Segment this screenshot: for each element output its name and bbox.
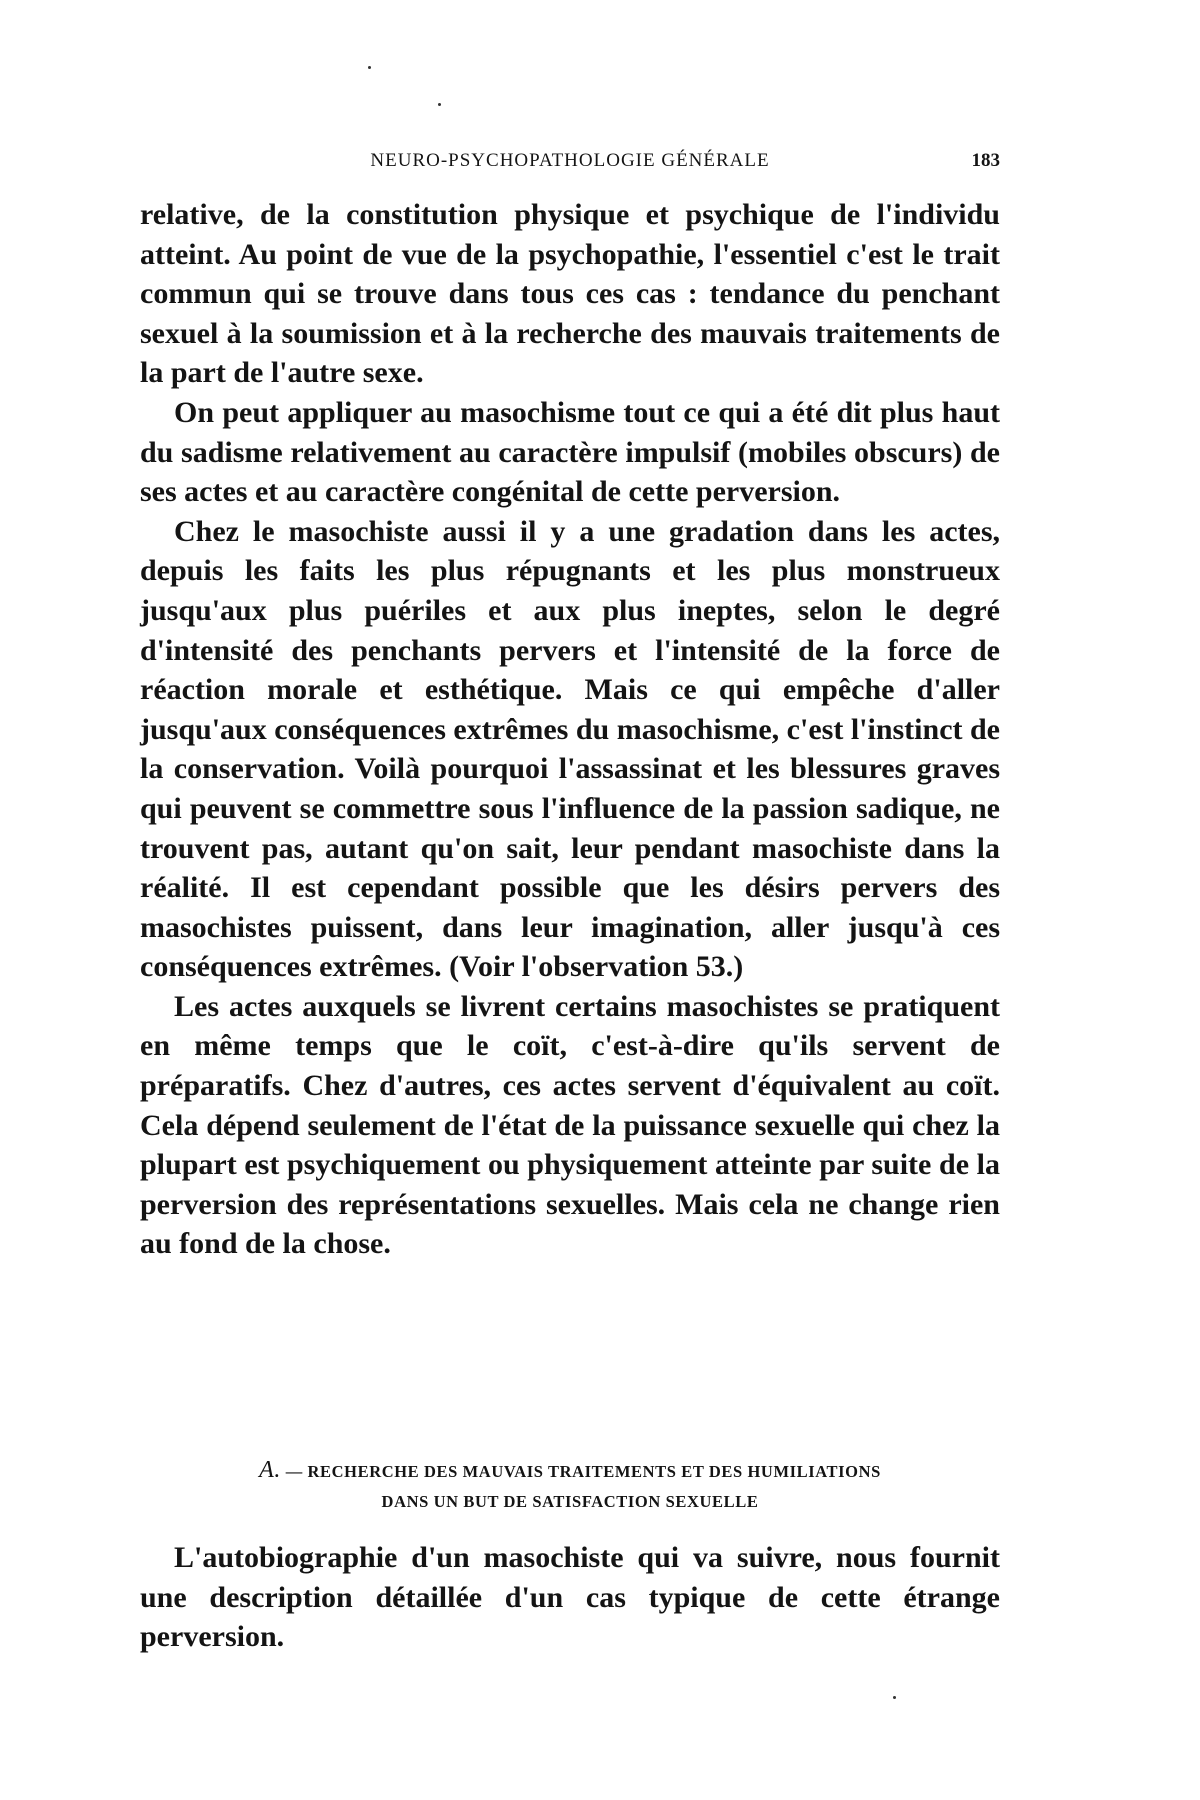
paragraph: Les actes auxquels se livrent certains masochistes se pratiquent en même temps que le coït, c'est-à-dire qu'ils servent de préparatifs. Chez d'autres, ces actes servent d'équivalent au coït. Cela dépend seulement de l'état de la puissance sexuelle qui chez la plupart est psychiquement ou physiquement atteinte par suite de la perversion des représentations sexuelles. Mais cela ne change rien au fond de la chose.: [140, 989, 1000, 1261]
paper-speck: [893, 1696, 896, 1699]
section-title-1: RECHERCHE DES MAUVAIS TRAITEMENTS ET DES HUMILIATIONS: [307, 1462, 881, 1481]
page-number: 183: [971, 150, 1000, 171]
section-heading: [140, 1455, 1000, 1517]
body-text: [140, 195, 1000, 1264]
paragraph: On peut appliquer au masochisme tout ce qui a été dit plus haut du sadisme relativement au caractère impulsif (mobiles obscurs) de ses actes et au caractère congénital de cette perversion.: [140, 395, 1000, 509]
section-letter: A.: [259, 1457, 281, 1483]
paragraph: L'autobiographie d'un masochiste qui va suivre, nous fournit une description détaillée d'un cas typique de cette étrange perversion.: [140, 1541, 1000, 1654]
paper-speck: [368, 66, 371, 69]
section-dash: —: [285, 1462, 303, 1481]
section-heading-line-2: DANS UN BUT DE SATISFACTION SEXUELLE: [381, 1492, 759, 1511]
paragraph: Chez le masochiste aussi il y a une gradation dans les actes, depuis les faits les plus répugnants et les plus monstrueux jusqu'aux plus puériles et aux plus ineptes, selon le degré d'intensité des penchants pervers et l'intensité de la force de réaction morale et esthétique. Mais ce qui empêche d'aller jusqu'aux conséquences extrêmes du masochisme, c'est l'instinct de la conservation. Voilà pourquoi l'assassinat et les blessures graves qui peuvent se commettre sous l'influence de la passion sadique, ne trouvent pas, autant qu'on sait, leur pendant masochiste dans la réalité. Il est cependant possible que les désirs pervers des masochistes puissent, dans leur imagination, aller jusqu'à ces conséquences extrêmes. (Voir l'observation 53.): [140, 514, 1000, 984]
paragraph-continuation: relative, de la constitution physique et psychique de l'individu atteint. Au point de vue de la psychopathie, l'essentiel c'est le trait commun qui se trouve dans tous ces cas : tendance du penchant sexuel à la soumission et à la recherche des mauvais traitements de la part de l'autre sexe.: [140, 198, 1000, 390]
running-head: [140, 150, 1000, 190]
paper-speck: [438, 103, 441, 106]
section-text: [140, 1538, 1000, 1657]
section-heading-line-1: [140, 1455, 1000, 1487]
running-title: NEURO-PSYCHOPATHOLOGIE GÉNÉRALE: [370, 150, 770, 171]
